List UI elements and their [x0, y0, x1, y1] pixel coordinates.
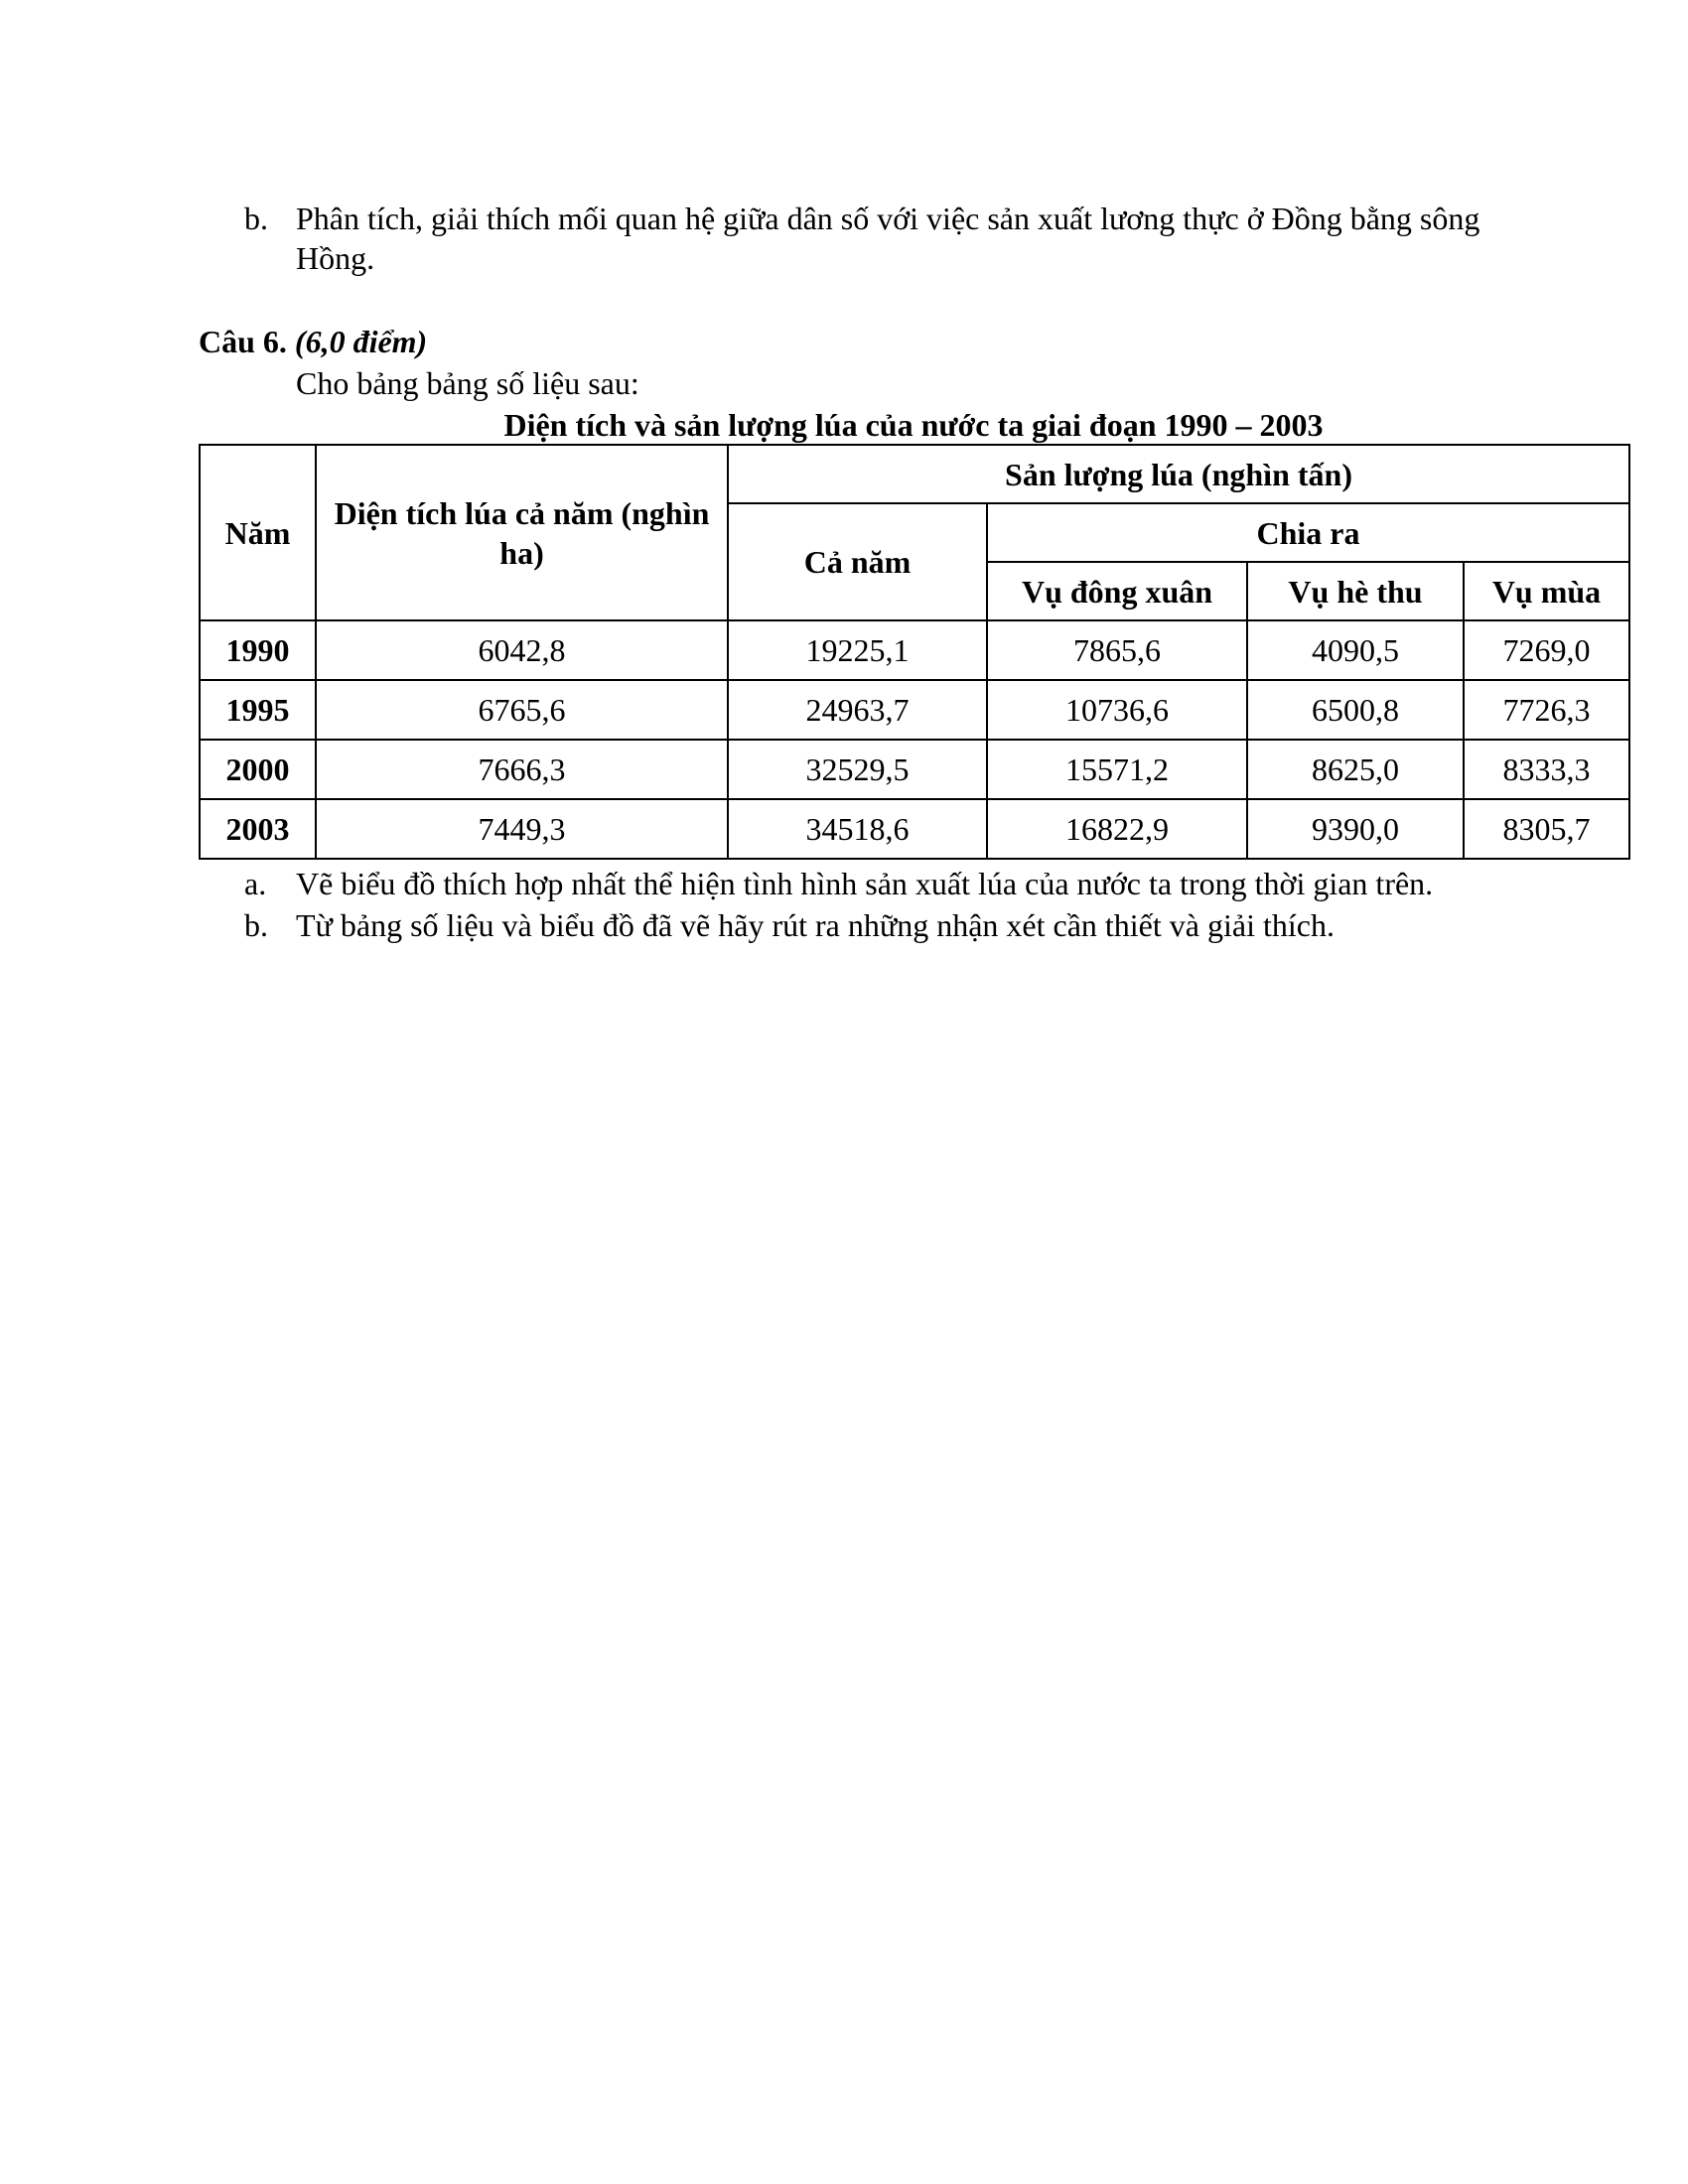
question-points: (6,0 điểm): [294, 324, 428, 359]
list-text: Từ bảng số liệu và biểu đồ đã vẽ hãy rút ra những nhận xét cần thiết và giải thích.: [296, 907, 1335, 943]
cell-summer-autumn: 9390,0: [1247, 799, 1464, 859]
cell-area: 6042,8: [316, 620, 728, 680]
table-row: [200, 680, 1629, 740]
header-split: Chia ra: [987, 503, 1629, 562]
list-marker: b.: [244, 201, 268, 236]
list-marker: a.: [244, 866, 267, 901]
header-output: Sản lượng lúa (nghìn tấn): [728, 445, 1629, 503]
table-row: [200, 799, 1629, 859]
cell-whole-year: 19225,1: [728, 620, 987, 680]
cell-winter-spring: 16822,9: [987, 799, 1247, 859]
cell-area: 7666,3: [316, 740, 728, 799]
list-text-line-1: Phân tích, giải thích mối quan hệ giữa dân số với việc sản xuất lương thực ở Đồng bằng sông: [296, 201, 1480, 236]
header-winter-spring: Vụ đông xuân: [987, 562, 1247, 620]
header-summer-autumn: Vụ hè thu: [1247, 562, 1464, 620]
list-marker: b.: [244, 907, 268, 943]
cell-whole-year: 24963,7: [728, 680, 987, 740]
cell-area: 7449,3: [316, 799, 728, 859]
cell-main-season: 7726,3: [1464, 680, 1629, 740]
header-whole-year: Cả năm: [728, 503, 987, 620]
table-title: Diện tích và sản lượng lúa của nước ta giai đoạn 1990 – 2003: [503, 407, 1324, 443]
header-main-season: Vụ mùa: [1464, 562, 1629, 620]
cell-year: 1995: [200, 680, 316, 740]
cell-main-season: 8333,3: [1464, 740, 1629, 799]
cell-year: 1990: [200, 620, 316, 680]
cell-whole-year: 34518,6: [728, 799, 987, 859]
cell-area: 6765,6: [316, 680, 728, 740]
cell-main-season: 8305,7: [1464, 799, 1629, 859]
table-row: [200, 740, 1629, 799]
cell-summer-autumn: 8625,0: [1247, 740, 1464, 799]
cell-whole-year: 32529,5: [728, 740, 987, 799]
table-row: [200, 620, 1629, 680]
cell-year: 2000: [200, 740, 316, 799]
cell-main-season: 7269,0: [1464, 620, 1629, 680]
cell-winter-spring: 15571,2: [987, 740, 1247, 799]
cell-year: 2003: [200, 799, 316, 859]
list-text: [296, 199, 1636, 278]
question-heading: [199, 322, 427, 361]
table-header-row-1: [200, 445, 1629, 503]
cell-summer-autumn: 6500,8: [1247, 680, 1464, 740]
cell-winter-spring: 10736,6: [987, 680, 1247, 740]
cell-summer-autumn: 4090,5: [1247, 620, 1464, 680]
question-intro: Cho bảng bảng số liệu sau:: [296, 365, 639, 401]
list-text-line-2: Hồng.: [296, 240, 375, 276]
rice-data-table: [199, 444, 1630, 860]
cell-winter-spring: 7865,6: [987, 620, 1247, 680]
header-year: Năm: [200, 445, 316, 620]
list-text: Vẽ biểu đồ thích hợp nhất thể hiện tình hình sản xuất lúa của nước ta trong thời gian trên.: [296, 866, 1434, 901]
header-area: Diện tích lúa cả năm (nghìn ha): [316, 445, 728, 620]
question-label: Câu 6.: [199, 324, 287, 359]
